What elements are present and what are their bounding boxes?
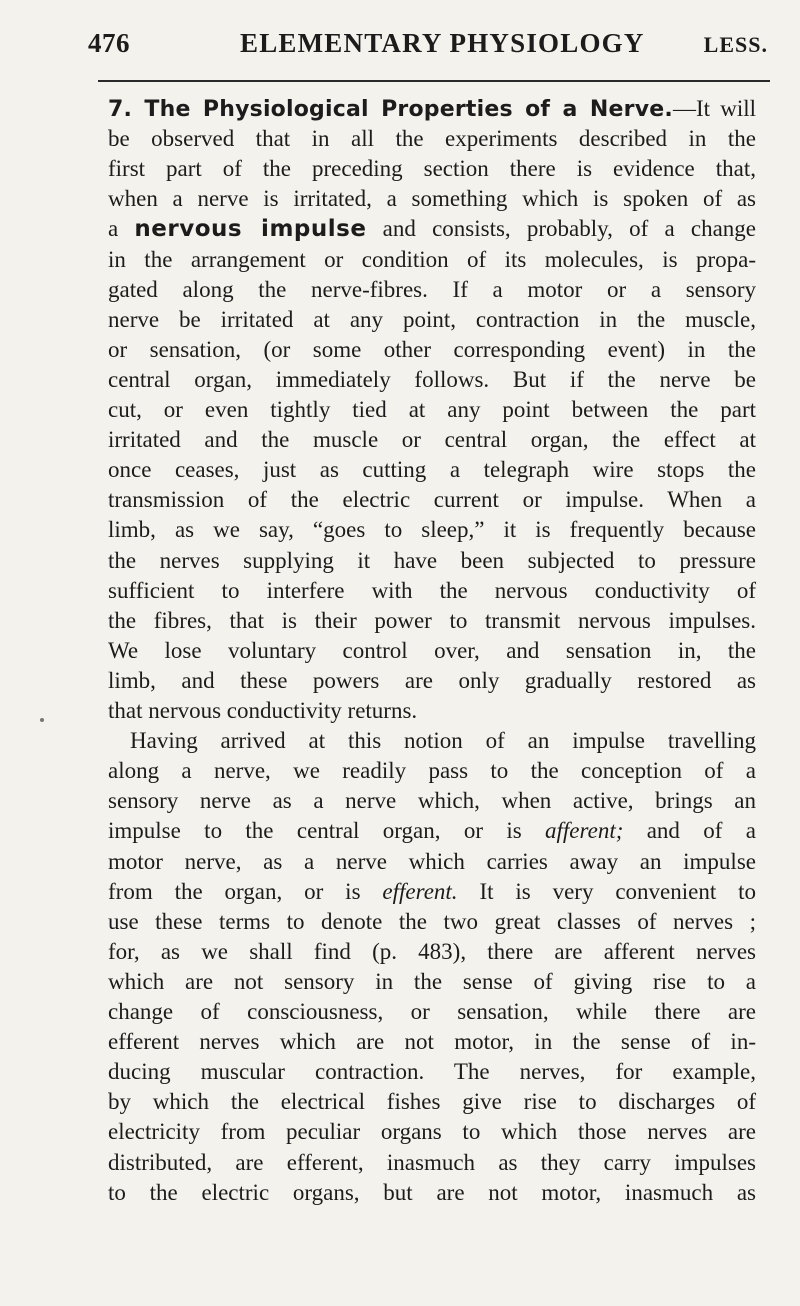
text-line xyxy=(108,756,756,786)
text-line xyxy=(108,606,756,636)
text-line xyxy=(108,395,756,425)
text-line xyxy=(130,726,756,756)
text-run: and consists, probably, of a change xyxy=(366,216,756,242)
text-line xyxy=(108,1178,756,1208)
running-head xyxy=(88,28,768,72)
text-run: use these terms to denote the two great classes of nerves ; xyxy=(108,908,756,934)
text-run: the nerves supplying it have been subjected to pressure xyxy=(108,547,756,573)
text-line xyxy=(108,666,756,696)
text-run: limb, as we say, “goes to sleep,” it is frequently because xyxy=(108,517,756,543)
text-line xyxy=(108,1087,756,1117)
text-run: in the arrangement or condition of its molecules, is propa- xyxy=(108,246,756,272)
text-run: change of consciousness, or sensation, while there are xyxy=(108,999,756,1024)
text-line xyxy=(108,214,756,244)
text-run: efferent nerves which are not motor, in the sense of in- xyxy=(108,1029,756,1055)
margin-speck xyxy=(40,718,44,722)
text-line xyxy=(108,455,756,485)
text-line xyxy=(108,1027,756,1057)
text-line xyxy=(108,696,756,726)
text-line xyxy=(108,636,756,666)
running-title: ELEMENTARY PHYSIOLOGY xyxy=(240,28,645,58)
text-run: distributed, are efferent, inasmuch as they carry impulses xyxy=(108,1149,756,1175)
text-line xyxy=(108,184,756,214)
text-run: or sensation, (or some other corresponding event) in the xyxy=(108,336,756,362)
text-line xyxy=(108,305,756,335)
running-section-label: LESS. xyxy=(703,32,768,57)
page-number: 476 xyxy=(88,28,130,58)
text-run: ducing muscular contraction. The nerves, for example, xyxy=(108,1059,756,1085)
text-line xyxy=(108,576,756,606)
text-run: nerve be irritated at any point, contraction in the muscle, xyxy=(108,306,756,332)
text-run: for, as we shall find (p. 483), there are afferent nerves xyxy=(108,938,756,964)
text-line xyxy=(108,154,756,184)
text-run: It is very convenient to xyxy=(457,878,756,904)
text-run: gated along the nerve-fibres. If a motor or a sensory xyxy=(108,276,756,302)
emphasized-term: nervous impulse xyxy=(134,216,367,243)
text-run: that nervous conductivity returns. xyxy=(108,698,418,723)
text-run: the fibres, that is their power to transmit nervous impulses. xyxy=(108,607,756,633)
text-line xyxy=(108,245,756,275)
text-run: to the electric organs, but are not motor, inasmuch as xyxy=(108,1179,756,1205)
text-run: first part of the preceding section there is evidence that, xyxy=(108,156,756,182)
text-run: central organ, immediately follows. But if the nerve be xyxy=(108,366,756,392)
text-line xyxy=(108,124,756,154)
text-run: from the organ, or is xyxy=(108,878,383,904)
text-run: which are not sensory in the sense of giving rise to a xyxy=(108,968,756,994)
text-line xyxy=(108,546,756,576)
section-heading: 7. The Physiological Properties of a Nerve. xyxy=(108,97,673,122)
text-run: by which the electrical fishes give rise to discharges of xyxy=(108,1089,756,1115)
text-line xyxy=(108,94,756,124)
text-line xyxy=(108,907,756,937)
text-run: and of a xyxy=(623,818,756,844)
text-run: along a nerve, we readily pass to the conception of a xyxy=(108,758,756,784)
text-line xyxy=(108,877,756,907)
text-run: motor nerve, as a nerve which carries away an impulse xyxy=(108,848,756,874)
text-run: sensory nerve as a nerve which, when active, brings an xyxy=(108,788,756,814)
text-run: be observed that in all the experiments described in the xyxy=(108,126,756,152)
text-run: irritated and the muscle or central organ, the effect at xyxy=(108,427,756,453)
text-line xyxy=(108,967,756,997)
text-run: Having arrived at this notion of an impulse travelling xyxy=(130,728,756,754)
italic-term: afferent; xyxy=(545,818,624,844)
text-line xyxy=(108,275,756,305)
text-run: —It will xyxy=(672,96,756,121)
text-run: a xyxy=(108,216,135,242)
text-line xyxy=(108,1117,756,1147)
text-line xyxy=(108,1148,756,1178)
text-run: cut, or even tightly tied at any point between the part xyxy=(108,397,756,422)
text-line xyxy=(108,997,756,1027)
header-rule xyxy=(98,80,770,82)
text-line xyxy=(108,847,756,877)
text-line xyxy=(108,1057,756,1087)
text-line xyxy=(108,937,756,967)
text-line xyxy=(108,425,756,455)
text-run: transmission of the electric current or impulse. When a xyxy=(108,487,756,513)
text-line xyxy=(108,786,756,816)
text-run: sufficient to interfere with the nervous conductivity of xyxy=(108,577,756,603)
text-run: once ceases, just as cutting a telegraph wire stops the xyxy=(108,457,756,483)
text-run: We lose voluntary control over, and sensation in, the xyxy=(108,637,756,663)
text-run: electricity from peculiar organs to which those nerves are xyxy=(108,1119,756,1145)
text-line xyxy=(108,485,756,515)
italic-term: efferent. xyxy=(382,878,458,904)
text-line xyxy=(108,335,756,365)
text-line xyxy=(108,515,756,545)
text-run: when a nerve is irritated, a something which is spoken of as xyxy=(108,186,756,212)
text-run: limb, and these powers are only gradually restored as xyxy=(108,667,756,693)
text-line xyxy=(108,816,756,846)
text-run: impulse to the central organ, or is xyxy=(108,818,546,844)
text-line xyxy=(108,365,756,395)
